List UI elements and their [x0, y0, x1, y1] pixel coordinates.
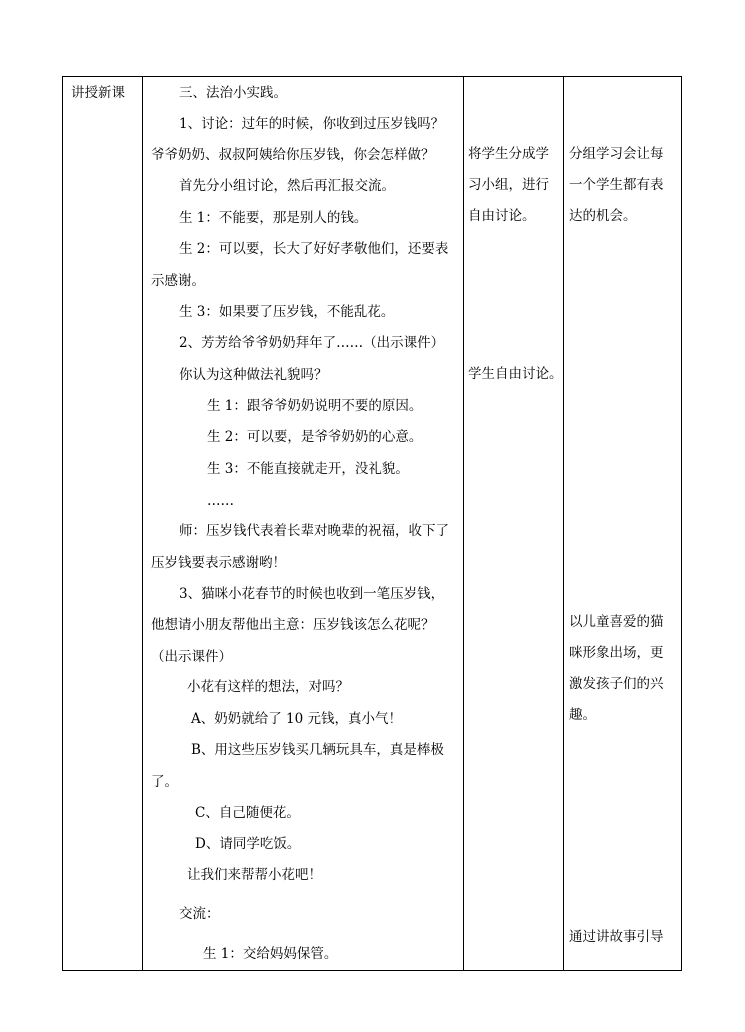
design-intent-note	[569, 139, 664, 232]
content-line: 小花有这样的想法，对吗？	[187, 679, 349, 695]
content-line: 你认为这种做法礼貌吗？	[179, 367, 328, 383]
student-activity-note-line: 自由讨论。	[468, 208, 536, 224]
content-line: 生 1：不能要，那是别人的钱。	[179, 210, 368, 226]
content-line: 生 2：可以要，是爷爷奶奶的心意。	[207, 429, 423, 445]
content-line: 交流：	[179, 906, 220, 922]
column-divider	[463, 77, 464, 970]
content-line: D、请同学吃饭。	[195, 836, 301, 852]
content-line: 3、猫咪小花春节的时候也收到一笔压岁钱，	[179, 586, 445, 602]
content-line: 生 3：如果要了压岁钱，不能乱花。	[179, 304, 395, 320]
content-line: C、自己随便花。	[195, 805, 300, 821]
content-line: 2、芳芳给爷爷奶奶拜年了……（出示课件）	[179, 335, 445, 351]
content-line: 生 1：跟爷爷奶奶说明不要的原因。	[207, 398, 423, 414]
student-activity-note	[468, 359, 563, 390]
content-line: 1、讨论：过年的时候，你收到过压岁钱吗？	[179, 116, 445, 132]
design-intent-note	[569, 922, 664, 953]
design-intent-note-line: 通过讲故事引导	[569, 929, 664, 945]
column-divider	[563, 77, 564, 970]
student-activity-note-line: 将学生分成学	[468, 146, 549, 162]
content-line: 让我们来帮帮小花吧！	[187, 867, 322, 883]
section-label: 讲授新课	[71, 85, 125, 101]
student-activity-note-line: 学生自由讨论。	[468, 366, 563, 382]
design-intent-note-line: 趣。	[569, 707, 596, 723]
content-line: 示感谢。	[151, 273, 205, 289]
lesson-table	[62, 76, 682, 971]
content-line: A、奶奶就给了 10 元钱，真小气！	[191, 711, 403, 727]
content-line: （出示课件）	[151, 649, 232, 665]
student-activity-note	[468, 139, 549, 232]
design-intent-note-line: 以儿童喜爱的猫	[569, 614, 664, 630]
content-line: 了。	[151, 774, 178, 790]
content-line: 压岁钱要表示感谢哟！	[151, 555, 286, 571]
content-line: 师：压岁钱代表着长辈对晚辈的祝福，收下了	[179, 523, 449, 539]
content-line: 生 2：可以要，长大了好好孝敬他们，还要表	[179, 241, 449, 257]
student-activity-note-line: 习小组，进行	[468, 177, 549, 193]
content-line: B、用这些压岁钱买几辆玩具车，真是棒极	[191, 742, 444, 758]
content-line: 生 3：不能直接就走开，没礼貌。	[207, 461, 409, 477]
design-intent-note-line: 达的机会。	[569, 208, 637, 224]
content-line: 生 1：交给妈妈保管。	[203, 946, 338, 962]
content-line: 三、法治小实践。	[179, 85, 287, 101]
design-intent-note-line: 分组学习会让每	[569, 146, 664, 162]
design-intent-note-line: 一个学生都有表	[569, 177, 664, 193]
content-line: 他想请小朋友帮他出主意：压岁钱该怎么花呢？	[151, 617, 435, 633]
design-intent-note	[569, 607, 664, 731]
design-intent-note-line: 咪形象出场，更	[569, 645, 664, 661]
column-divider	[142, 77, 143, 970]
content-line: 爷爷奶奶、叔叔阿姨给你压岁钱，你会怎样做？	[151, 147, 435, 163]
content-line: 首先分小组讨论，然后再汇报交流。	[179, 178, 395, 194]
content-line: ……	[207, 493, 234, 509]
design-intent-note-line: 激发孩子们的兴	[569, 676, 664, 692]
